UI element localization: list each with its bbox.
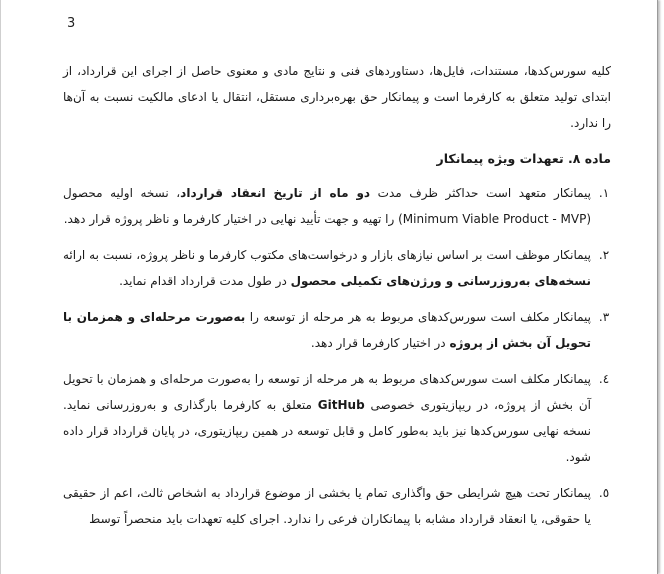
list-item-bold-text: GitHub [317,398,365,412]
list-item-4 [63,366,611,470]
list-item-1 [63,180,611,232]
list-item-text: پیمانکار موظف است بر اساس نیازهای بازار و درخواست‌های مکتوب کارفرما و ناظر پروژه، نسبت به ارائه [63,248,591,262]
list-item-number: ٥. [598,486,610,500]
list-item-text: در طول مدت قرارداد اقدام نماید. [119,274,291,288]
list-item-bold-text: دو ماه از تاریخ انعقاد قرارداد [180,186,371,200]
list-item-bold-text: نسخه‌های به‌روزرسانی و ورژن‌های تکمیلی محصول [290,274,591,288]
list-item-text: در اختیار کارفرما قرار دهد. [310,336,450,350]
list-item-bold-text: به‌صورت مرحله‌ای و همزمان با تحویل آن بخش از پروژه [63,310,591,350]
document-body [63,58,611,542]
list-item-text: ) را تهیه و جهت تأیید نهایی در اختیار کارفرما و ناظر پروژه قرار دهد. [63,212,403,226]
list-item-text: پیمانکار مکلف است سورس‌کدهای مربوط به هر مرحله از توسعه را به‌صورت مرحله‌ای و همزمان با تحویل آن بخش از پروژه، در ریپازیتوری خصوصی [63,372,591,412]
list-item-2 [63,242,611,294]
list-item-text: پیمانکار تحت هیچ شرایطی حق واگذاری تمام یا بخشی از موضوع قرارداد به اشخاص ثالث، اعم از حقیقی یا حقوقی، یا انعقاد قرارداد مشابه با پیمانکاران فرعی را ندارد. اجرای کلیه تعهدات باید منحصراً توسط [63,486,591,526]
list-item-text: متعلق به کارفرما بارگذاری و به‌روزرسانی نماید. نسخه نهایی سورس‌کدها نیز باید به‌طور کامل و قابل توسعه در همین ریپازیتوری، در پایان قرارداد قرار داده شود. [63,398,591,464]
section-heading: ماده ۸. تعهدات ویژه پیمانکار [436,151,611,166]
list-item-number: ۱. [598,186,610,200]
list-item-english-text: Minimum Viable Product - MVP [402,212,587,226]
list-item-number: ٤. [598,372,610,386]
list-item-text: پیمانکار مکلف است سورس‌کدهای مربوط به هر مرحله از توسعه را [245,310,592,324]
list-item-5 [63,480,611,532]
list-item-number: ۲. [598,248,610,262]
list-item-number: ۳. [598,310,610,324]
list-item-text: پیمانکار متعهد است حداکثر ظرف مدت [370,186,591,200]
list-item-text: ، نسخه اولیه محصول ( [63,186,591,226]
intro-paragraph: کلیه سورس‌کدها، مستندات، فایل‌ها، دستاوردهای فنی و نتایج مادی و معنوی حاصل از اجرای این قرارداد، از ابتدای تولید متعلق به کارفرما است و پیمانکار حق بهره‌برداری مستقل، انتقال یا ادعای مالکیت نسبت به آن‌ها را ندارد. [63,64,611,130]
list-item-3 [63,304,611,356]
page-number: 3 [67,16,76,31]
